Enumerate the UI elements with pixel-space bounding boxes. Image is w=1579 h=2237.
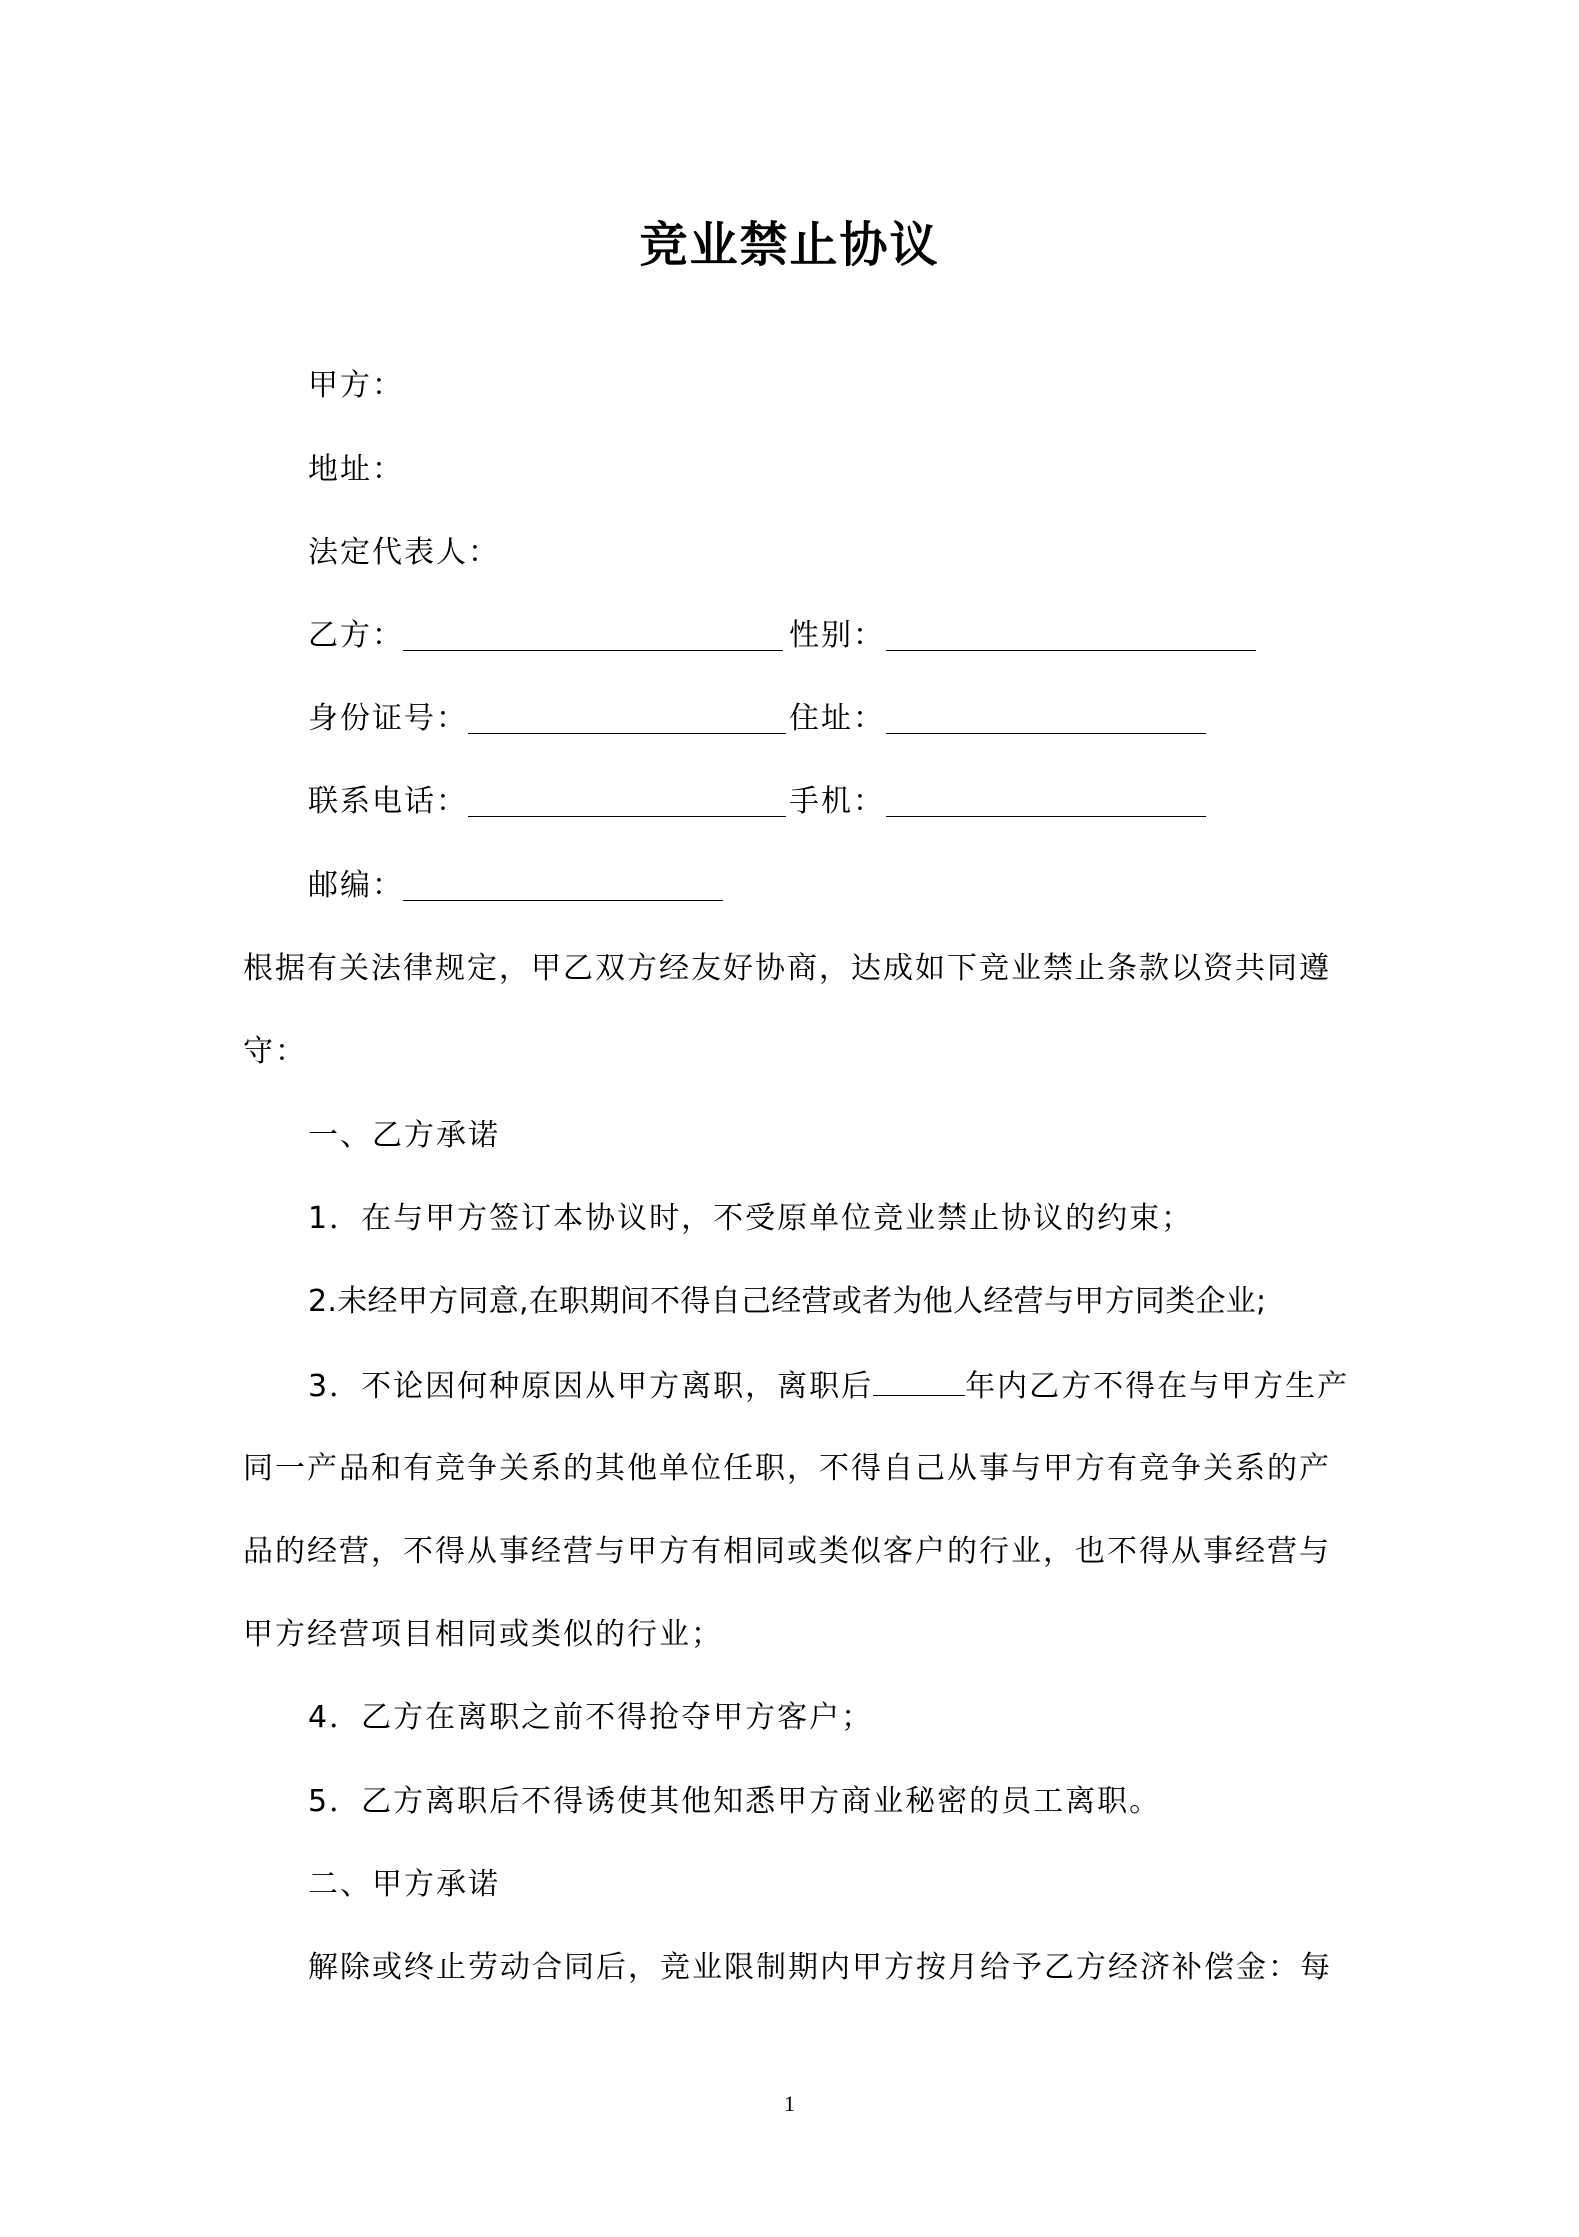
party-b-id-row — [308, 699, 1308, 743]
party-a-label: 甲方： — [308, 368, 404, 403]
clause-3-line-4: 甲方经营项目相同或类似的行业； — [243, 1617, 723, 1652]
party-b-residence-field[interactable] — [886, 733, 1206, 734]
party-b-phone-field[interactable] — [468, 816, 786, 817]
party-b-phone-label: 联系电话： — [308, 784, 468, 819]
party-b-gender-field[interactable] — [886, 650, 1256, 651]
party-b-mobile-field[interactable] — [886, 816, 1206, 817]
section-1-heading: 一、乙方承诺 — [308, 1118, 500, 1153]
party-b-id-label: 身份证号： — [308, 701, 468, 736]
party-b-id-field[interactable] — [468, 733, 786, 734]
section-2-heading: 二、甲方承诺 — [308, 1867, 500, 1902]
clause-3-line-2: 同一产品和有竞争关系的其他单位任职，不得自己从事与甲方有竞争关系的产 — [243, 1451, 1331, 1486]
intro-line-2: 守： — [243, 1034, 307, 1069]
party-b-postcode-label: 邮编： — [308, 868, 404, 903]
party-b-mobile-label: 手机： — [789, 784, 885, 819]
party-b-row — [308, 616, 1308, 660]
party-b-postcode-field[interactable] — [403, 900, 723, 901]
party-b-gender-label: 性别： — [789, 618, 885, 653]
page-number: 1 — [784, 2091, 795, 2116]
party-a-address-label: 地址： — [308, 452, 404, 487]
party-b-label: 乙方： — [308, 618, 404, 653]
clause-4: 4．乙方在离职之前不得抢夺甲方客户； — [308, 1700, 874, 1735]
party-b-postcode-row — [308, 866, 1308, 910]
clause-5: 5．乙方离职后不得诱使其他知悉甲方商业秘密的员工离职。 — [308, 1784, 1162, 1819]
party-b-phone-row — [308, 782, 1308, 826]
clause-3-line-1 — [308, 1365, 1349, 1407]
intro-line-1: 根据有关法律规定，甲乙双方经友好协商，达成如下竞业禁止条款以资共同遵 — [243, 951, 1331, 986]
clause-3-line-3: 品的经营，不得从事经营与甲方有相同或类似客户的行业，也不得从事经营与 — [243, 1534, 1331, 1569]
clause-3-part-1: 3．不论因何种原因从甲方离职，离职后 — [308, 1369, 874, 1404]
party-a-legal-rep-label: 法定代表人： — [308, 535, 500, 570]
clause-3-part-2: 年内乙方不得在与甲方生产 — [965, 1369, 1350, 1404]
party-b-name-field[interactable] — [403, 650, 783, 651]
clause-1: 1．在与甲方签订本协议时，不受原单位竞业禁止协议的约束； — [308, 1201, 1194, 1236]
clause-3-years-blank[interactable] — [873, 1365, 965, 1396]
document-title: 竞业禁止协议 — [639, 217, 940, 273]
clause-2: 2.未经甲方同意,在职期间不得自己经营或者为他人经营与甲方同类企业; — [308, 1284, 1267, 1319]
section-2-line-1: 解除或终止劳动合同后，竞业限制期内甲方按月给予乙方经济补偿金：每 — [308, 1950, 1332, 1985]
party-b-residence-label: 住址： — [789, 701, 885, 736]
